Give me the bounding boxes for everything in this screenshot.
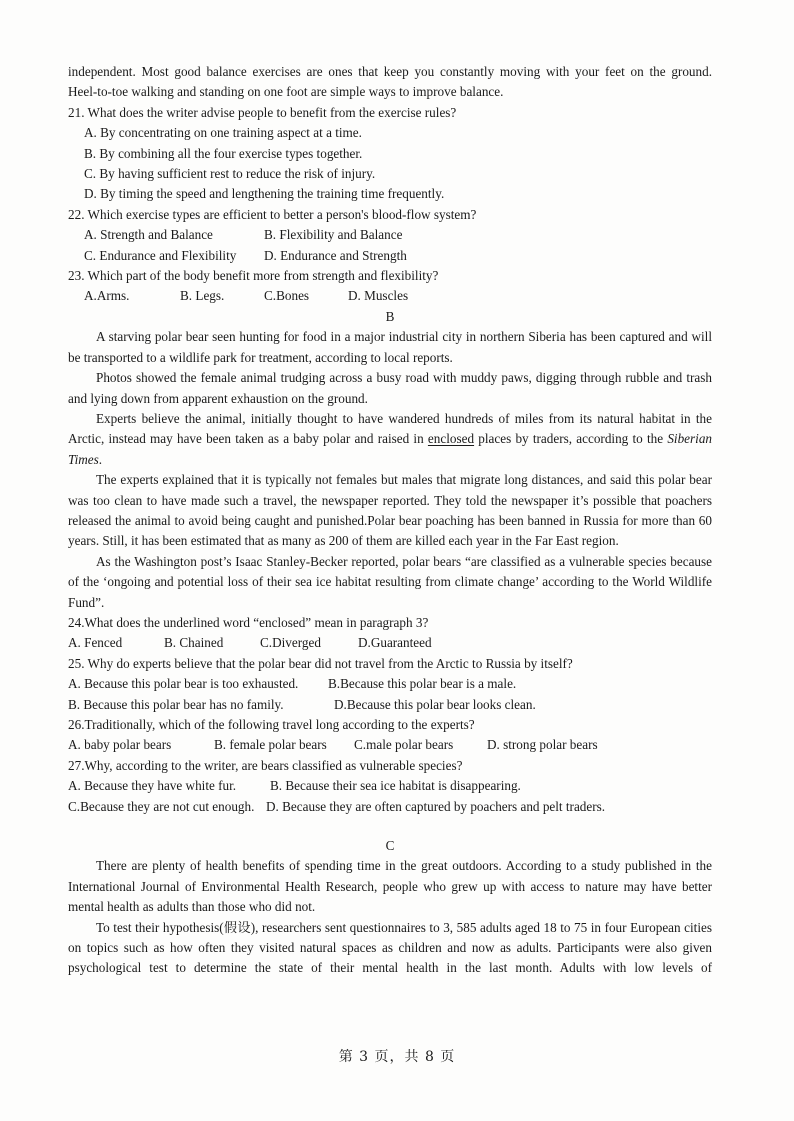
question-stem: 23. Which part of the body benefit more from strength and flexibility? (68, 268, 439, 284)
option-row (68, 797, 712, 817)
option-a: A.Arms. (84, 288, 130, 304)
option-c: C.Because they are not cut enough. (68, 798, 255, 814)
intro-line-1: independent. Most good balance exercises are ones that keep you constantly moving with your feet on the ground. (68, 64, 712, 79)
paragraph-text: . (98, 451, 103, 467)
page-number-footer: 第 3 页，共 8 页 (338, 1049, 456, 1065)
option-d: D. strong polar bears (487, 737, 598, 753)
section-c-heading: C (385, 838, 395, 854)
option-d: D. Endurance and Strength (264, 247, 407, 263)
section-b-paragraph-5: As the Washington post’s Isaac Stanley-Becker reported, polar bears “are classified as a vulnerable species because of the ‘ongoing and potential loss of their sea ice habitat resulting from climate change’ according to the World Wildlife Fund”. (68, 553, 712, 610)
source-title: Siberian Times (68, 431, 713, 467)
option-c: C.Bones (264, 288, 310, 304)
option-row (68, 225, 712, 245)
question-24 (68, 613, 712, 654)
option-row (68, 633, 712, 653)
option-row (68, 674, 712, 694)
question-26 (68, 715, 712, 756)
question-27 (68, 756, 712, 817)
section-c-paragraph-2: To test their hypothesis(假设), researchers sent questionnaires to 3, 585 adults aged 18 to 75 in four European cities on topics such as how often they visited natural spaces as children and now as adults. Participants were also given psychological test to determine the state of their mental health in the last month. Adults with low levels of (68, 919, 712, 976)
intro-line-2: Heel-to-toe walking and standing on one foot are simple ways to improve balance. (68, 84, 504, 100)
question-22 (68, 205, 712, 266)
option-c: C.male polar bears (354, 737, 454, 753)
question-stem: 21. What does the writer advise people to benefit from the exercise rules? (68, 104, 457, 120)
question-stem: 24.What does the underlined word “enclosed” mean in paragraph 3? (68, 614, 429, 630)
option-c: C. By having sufficient rest to reduce the risk of injury. (84, 166, 376, 182)
question-stem: 22. Which exercise types are efficient to better a person's blood-flow system? (68, 206, 477, 222)
section-b-paragraph-1: A starving polar bear seen hunting for food in a major industrial city in northern Siberia has been captured and will be transported to a wildlife park for treatment, according to local reports. (68, 329, 712, 365)
option-b: B. Legs. (180, 288, 225, 304)
option-row (68, 695, 712, 715)
option-d: D. Because they are often captured by poachers and pelt traders. (266, 798, 606, 814)
option-b: B. Chained (164, 635, 224, 651)
option-b: B. By combining all the four exercise types together. (84, 145, 363, 161)
option-row (68, 776, 712, 796)
question-23 (68, 266, 712, 307)
option-c: C.Diverged (260, 635, 321, 651)
option-row (68, 246, 712, 266)
option-c: B. Because this polar bear has no family. (68, 696, 284, 712)
option-row (68, 735, 712, 755)
option-b: B. Flexibility and Balance (264, 227, 403, 243)
paragraph-text: places by traders, according to the (474, 431, 668, 447)
option-d: D. Muscles (348, 288, 409, 304)
underlined-word: enclosed (427, 431, 475, 447)
section-c-paragraph-1: There are plenty of health benefits of spending time in the great outdoors. According to a study published in the International Journal of Environmental Health Research, people who grew up with access to nature may have better mental health as adults than those who did not. (68, 858, 712, 915)
option-a: A. Because this polar bear is too exhausted. (68, 676, 299, 692)
option-a: A. Fenced (68, 635, 123, 651)
option-a: A. Strength and Balance (84, 227, 213, 243)
option-b: B.Because this polar bear is a male. (328, 676, 517, 692)
question-25 (68, 654, 712, 715)
page-content (68, 62, 712, 979)
section-b-paragraph-3 (68, 409, 712, 470)
option-c: C. Endurance and Flexibility (84, 247, 237, 263)
section-b-heading: B (385, 308, 395, 324)
paragraph-text: Experts believe the animal, initially thought to have wandered hundreds of miles from its natural habitat in the Arctic, instead may have been taken as a baby polar and raised in (68, 410, 712, 447)
option-d: D. By timing the speed and lengthening the training time frequently. (84, 186, 445, 202)
option-a: A. Because they have white fur. (68, 778, 237, 794)
option-b: B. female polar bears (214, 737, 327, 753)
option-a: A. By concentrating on one training aspect at a time. (84, 125, 362, 141)
section-b-paragraph-2: Photos showed the female animal trudging across a busy road with muddy paws, digging through rubble and trash and lying down from apparent exhaustion on the ground. (68, 370, 712, 406)
option-d: D.Guaranteed (358, 635, 432, 651)
option-b: B. Because their sea ice habitat is disappearing. (270, 778, 521, 794)
question-stem: 26.Traditionally, which of the following travel long according to the experts? (68, 717, 475, 732)
option-d: D.Because this polar bear looks clean. (334, 696, 536, 712)
option-a: A. baby polar bears (68, 737, 172, 753)
question-stem: 25. Why do experts believe that the polar bear did not travel from the Arctic to Russia by itself? (68, 655, 573, 671)
option-row (68, 286, 712, 306)
question-stem: 27.Why, according to the writer, are bears classified as vulnerable species? (68, 757, 463, 773)
section-b-paragraph-4: The experts explained that it is typically not females but males that migrate long distances, and said this polar bear was too clean to have made such a travel, the newspaper reported. They told the newspaper it’s possible that poachers released the animal to avoid being caught and punished.Polar bear poaching has been banned in Russia for more than 60 years. Still, it has been estimated that as many as 200 of them are killed each year in the Far East region. (68, 472, 712, 549)
section-gap (68, 817, 712, 836)
question-21 (68, 103, 712, 205)
